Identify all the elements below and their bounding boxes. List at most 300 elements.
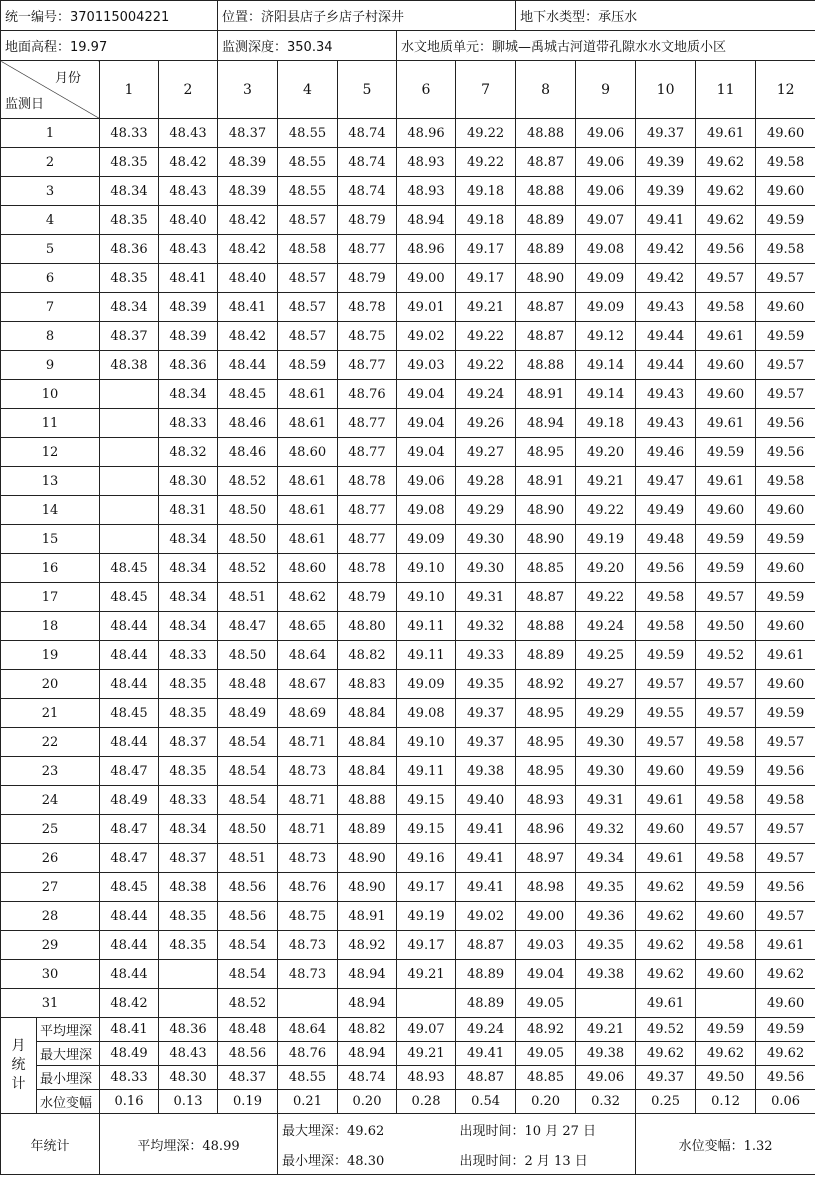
value-cell <box>100 525 159 554</box>
value-cell: 48.57 <box>278 322 338 351</box>
value-cell: 48.47 <box>100 844 159 873</box>
day-cell: 23 <box>1 757 100 786</box>
value-cell: 48.92 <box>516 670 576 699</box>
value-cell: 48.94 <box>338 960 397 989</box>
value-cell: 48.64 <box>278 641 338 670</box>
stat-value: 49.06 <box>576 1066 636 1090</box>
value-cell: 48.52 <box>218 554 278 583</box>
value-cell: 48.94 <box>338 989 397 1018</box>
stat-value: 0.20 <box>338 1090 397 1114</box>
value-cell: 49.55 <box>636 699 696 728</box>
table-row <box>1 206 815 235</box>
value-cell: 48.55 <box>278 177 338 206</box>
value-cell: 48.60 <box>278 554 338 583</box>
stat-value: 48.87 <box>456 1066 516 1090</box>
value-cell: 48.45 <box>100 554 159 583</box>
stat-value: 48.92 <box>516 1018 576 1042</box>
value-cell: 49.58 <box>756 467 815 496</box>
day-cell: 11 <box>1 409 100 438</box>
value-cell: 49.31 <box>456 583 516 612</box>
value-cell: 48.93 <box>516 786 576 815</box>
value-cell: 49.59 <box>696 525 756 554</box>
value-cell <box>159 960 218 989</box>
value-cell: 49.08 <box>576 235 636 264</box>
value-cell: 49.25 <box>576 641 636 670</box>
table-row <box>1 235 815 264</box>
monthly-stat-row <box>1 1018 815 1042</box>
value-cell: 48.95 <box>516 757 576 786</box>
day-cell: 15 <box>1 525 100 554</box>
value-cell: 49.56 <box>756 438 815 467</box>
value-cell: 49.60 <box>696 496 756 525</box>
value-cell: 49.15 <box>397 786 456 815</box>
value-cell: 49.22 <box>456 322 516 351</box>
table-row <box>1 873 815 902</box>
value-cell: 48.71 <box>278 815 338 844</box>
value-cell: 48.46 <box>218 438 278 467</box>
value-cell: 48.93 <box>397 177 456 206</box>
value-cell: 49.35 <box>576 873 636 902</box>
value-cell: 48.89 <box>516 235 576 264</box>
table-row <box>1 583 815 612</box>
value-cell: 49.27 <box>456 438 516 467</box>
value-cell: 48.79 <box>338 264 397 293</box>
stat-value: 48.37 <box>218 1066 278 1090</box>
value-cell: 48.39 <box>218 148 278 177</box>
value-cell: 49.38 <box>456 757 516 786</box>
table-row <box>1 525 815 554</box>
value-cell: 48.58 <box>278 235 338 264</box>
value-cell: 49.26 <box>456 409 516 438</box>
value-cell: 48.44 <box>100 670 159 699</box>
corner-cell <box>1 61 100 119</box>
stat-value: 49.05 <box>516 1042 576 1066</box>
stat-value: 49.24 <box>456 1018 516 1042</box>
value-cell: 48.47 <box>100 815 159 844</box>
stat-name: 水位变幅 <box>37 1090 100 1114</box>
value-cell: 48.73 <box>278 931 338 960</box>
value-cell: 49.19 <box>397 902 456 931</box>
value-cell: 49.24 <box>576 612 636 641</box>
value-cell: 49.60 <box>696 351 756 380</box>
stat-value: 0.54 <box>456 1090 516 1114</box>
value-cell: 49.30 <box>456 554 516 583</box>
value-cell: 49.61 <box>636 844 696 873</box>
value-cell: 49.57 <box>696 699 756 728</box>
value-cell: 49.56 <box>696 235 756 264</box>
value-cell: 48.42 <box>218 206 278 235</box>
stat-value: 49.21 <box>397 1042 456 1066</box>
table-row <box>1 177 815 206</box>
value-cell: 48.34 <box>100 293 159 322</box>
value-cell: 48.87 <box>516 583 576 612</box>
table-row <box>1 989 815 1018</box>
stat-value: 48.56 <box>218 1042 278 1066</box>
month-header: 9 <box>576 61 636 119</box>
value-cell: 49.49 <box>636 496 696 525</box>
value-cell: 49.32 <box>576 815 636 844</box>
corner-day-label: 监测日 <box>5 97 45 112</box>
table-row <box>1 119 815 148</box>
value-cell: 49.60 <box>696 380 756 409</box>
day-cell: 8 <box>1 322 100 351</box>
value-cell: 48.36 <box>159 351 218 380</box>
value-cell: 48.85 <box>516 554 576 583</box>
value-cell: 49.03 <box>397 351 456 380</box>
stat-value: 48.93 <box>397 1066 456 1090</box>
value-cell: 49.21 <box>456 293 516 322</box>
value-cell: 49.57 <box>756 844 815 873</box>
value-cell: 49.43 <box>636 380 696 409</box>
value-cell: 48.73 <box>278 757 338 786</box>
value-cell: 49.30 <box>576 757 636 786</box>
table-row <box>1 438 815 467</box>
value-cell: 49.09 <box>397 525 456 554</box>
value-cell: 48.61 <box>278 525 338 554</box>
value-cell: 48.54 <box>218 757 278 786</box>
value-cell: 48.49 <box>100 786 159 815</box>
value-cell: 48.96 <box>397 235 456 264</box>
value-cell: 48.54 <box>218 960 278 989</box>
table-row <box>1 467 815 496</box>
value-cell: 49.58 <box>696 931 756 960</box>
value-cell: 48.94 <box>516 409 576 438</box>
value-cell: 49.60 <box>636 815 696 844</box>
day-cell: 21 <box>1 699 100 728</box>
yearly-row-1 <box>1 1114 815 1145</box>
value-cell: 49.44 <box>636 322 696 351</box>
value-cell: 48.37 <box>159 728 218 757</box>
stat-value: 49.56 <box>756 1066 815 1090</box>
value-cell: 48.30 <box>159 467 218 496</box>
value-cell: 49.02 <box>397 322 456 351</box>
value-cell: 48.39 <box>159 293 218 322</box>
value-cell: 48.44 <box>100 902 159 931</box>
stat-value: 48.94 <box>338 1042 397 1066</box>
day-cell: 27 <box>1 873 100 902</box>
value-cell: 49.01 <box>397 293 456 322</box>
value-cell: 48.88 <box>516 612 576 641</box>
value-cell: 49.02 <box>456 902 516 931</box>
value-cell <box>159 989 218 1018</box>
monthly-stat-label-char: 月 <box>11 1038 26 1054</box>
value-cell: 48.35 <box>159 699 218 728</box>
value-cell: 48.93 <box>397 148 456 177</box>
stat-value: 48.55 <box>278 1066 338 1090</box>
value-cell: 48.61 <box>278 380 338 409</box>
value-cell: 49.60 <box>756 554 815 583</box>
yearly-max-time: 出现时间：10 月 27 日 <box>456 1114 636 1145</box>
day-cell: 31 <box>1 989 100 1018</box>
value-cell: 48.40 <box>218 264 278 293</box>
value-cell: 48.77 <box>338 409 397 438</box>
value-cell: 48.84 <box>338 699 397 728</box>
station-location: 位置：济阳县店子乡店子村深井 <box>218 1 516 31</box>
value-cell: 49.22 <box>576 583 636 612</box>
stat-value: 0.25 <box>636 1090 696 1114</box>
value-cell: 48.74 <box>338 148 397 177</box>
stat-value: 48.33 <box>100 1066 159 1090</box>
value-cell: 48.84 <box>338 757 397 786</box>
stat-value: 0.12 <box>696 1090 756 1114</box>
value-cell: 48.87 <box>516 148 576 177</box>
value-cell: 48.75 <box>338 322 397 351</box>
value-cell: 48.95 <box>516 438 576 467</box>
stat-value: 49.38 <box>576 1042 636 1066</box>
month-header: 7 <box>456 61 516 119</box>
value-cell: 48.42 <box>218 322 278 351</box>
value-cell: 49.60 <box>696 902 756 931</box>
value-cell: 48.78 <box>338 467 397 496</box>
table-row <box>1 844 815 873</box>
stat-value: 49.50 <box>696 1066 756 1090</box>
value-cell: 49.22 <box>456 119 516 148</box>
value-cell: 49.58 <box>756 786 815 815</box>
table-row <box>1 496 815 525</box>
value-cell: 49.08 <box>397 496 456 525</box>
day-cell: 2 <box>1 148 100 177</box>
value-cell: 49.10 <box>397 583 456 612</box>
value-cell: 48.90 <box>516 264 576 293</box>
value-cell: 48.52 <box>218 989 278 1018</box>
value-cell: 48.55 <box>278 148 338 177</box>
value-cell: 49.09 <box>576 264 636 293</box>
value-cell: 49.60 <box>756 612 815 641</box>
value-cell: 49.06 <box>576 177 636 206</box>
value-cell: 48.34 <box>100 177 159 206</box>
stat-value: 0.16 <box>100 1090 159 1114</box>
month-header: 6 <box>397 61 456 119</box>
value-cell: 49.11 <box>397 641 456 670</box>
day-cell: 28 <box>1 902 100 931</box>
value-cell: 49.57 <box>756 351 815 380</box>
value-cell: 49.60 <box>636 757 696 786</box>
value-cell: 49.57 <box>696 264 756 293</box>
day-cell: 6 <box>1 264 100 293</box>
value-cell: 49.43 <box>636 293 696 322</box>
stat-value: 48.43 <box>159 1042 218 1066</box>
value-cell <box>100 380 159 409</box>
table-row <box>1 699 815 728</box>
value-cell: 48.92 <box>338 931 397 960</box>
value-cell: 49.19 <box>576 525 636 554</box>
value-cell: 49.27 <box>576 670 636 699</box>
value-cell: 48.87 <box>516 293 576 322</box>
value-cell: 48.34 <box>159 612 218 641</box>
value-cell: 49.57 <box>696 670 756 699</box>
stat-name: 最小埋深 <box>37 1066 100 1090</box>
value-cell: 48.59 <box>278 351 338 380</box>
table-row <box>1 815 815 844</box>
value-cell: 48.71 <box>278 728 338 757</box>
stat-value: 49.62 <box>756 1042 815 1066</box>
value-cell: 48.61 <box>278 496 338 525</box>
stat-name: 最大埋深 <box>37 1042 100 1066</box>
day-cell: 25 <box>1 815 100 844</box>
value-cell: 48.88 <box>516 177 576 206</box>
value-cell: 49.50 <box>696 612 756 641</box>
monthly-stat-row <box>1 1042 815 1066</box>
value-cell: 49.10 <box>397 554 456 583</box>
value-cell: 48.88 <box>516 119 576 148</box>
value-cell: 49.22 <box>456 351 516 380</box>
value-cell: 48.82 <box>338 641 397 670</box>
table-row <box>1 554 815 583</box>
value-cell: 49.57 <box>696 815 756 844</box>
day-cell: 9 <box>1 351 100 380</box>
value-cell: 48.88 <box>338 786 397 815</box>
day-cell: 14 <box>1 496 100 525</box>
value-cell: 49.38 <box>576 960 636 989</box>
stat-value: 49.41 <box>456 1042 516 1066</box>
value-cell: 48.44 <box>100 612 159 641</box>
value-cell: 48.44 <box>100 931 159 960</box>
stat-value: 48.76 <box>278 1042 338 1066</box>
value-cell: 48.47 <box>218 612 278 641</box>
value-cell: 49.61 <box>696 119 756 148</box>
yearly-avg: 平均埋深：48.99 <box>100 1114 278 1175</box>
table-row <box>1 293 815 322</box>
value-cell: 48.60 <box>278 438 338 467</box>
value-cell: 49.60 <box>756 293 815 322</box>
stat-value: 49.59 <box>696 1018 756 1042</box>
value-cell: 48.33 <box>159 786 218 815</box>
value-cell: 49.59 <box>636 641 696 670</box>
stat-value: 0.06 <box>756 1090 815 1114</box>
table-row <box>1 641 815 670</box>
value-cell: 48.34 <box>159 525 218 554</box>
stat-value: 48.49 <box>100 1042 159 1066</box>
value-cell: 48.52 <box>218 467 278 496</box>
value-cell: 49.35 <box>576 931 636 960</box>
table-row <box>1 612 815 641</box>
value-cell: 49.29 <box>456 496 516 525</box>
value-cell: 49.29 <box>576 699 636 728</box>
value-cell: 49.57 <box>636 670 696 699</box>
value-cell: 48.51 <box>218 844 278 873</box>
value-cell: 49.30 <box>456 525 516 554</box>
value-cell: 49.57 <box>756 815 815 844</box>
value-cell: 48.76 <box>278 873 338 902</box>
value-cell: 49.59 <box>756 525 815 554</box>
stat-value: 49.52 <box>636 1018 696 1042</box>
value-cell: 49.28 <box>456 467 516 496</box>
value-cell: 49.61 <box>636 989 696 1018</box>
value-cell: 48.74 <box>338 119 397 148</box>
value-cell <box>100 496 159 525</box>
value-cell: 48.42 <box>100 989 159 1018</box>
value-cell: 49.60 <box>756 119 815 148</box>
value-cell: 49.24 <box>456 380 516 409</box>
table-row <box>1 786 815 815</box>
value-cell: 49.40 <box>456 786 516 815</box>
value-cell: 48.62 <box>278 583 338 612</box>
value-cell: 49.59 <box>696 554 756 583</box>
value-cell: 49.56 <box>756 873 815 902</box>
monthly-stat-row <box>1 1066 815 1090</box>
value-cell: 49.56 <box>636 554 696 583</box>
value-cell: 48.79 <box>338 206 397 235</box>
value-cell: 48.67 <box>278 670 338 699</box>
value-cell: 48.50 <box>218 525 278 554</box>
value-cell <box>397 989 456 1018</box>
value-cell: 49.59 <box>696 757 756 786</box>
value-cell: 49.56 <box>756 757 815 786</box>
value-cell: 49.14 <box>576 380 636 409</box>
value-cell: 49.57 <box>756 728 815 757</box>
value-cell: 49.44 <box>636 351 696 380</box>
value-cell: 49.10 <box>397 728 456 757</box>
value-cell: 49.11 <box>397 757 456 786</box>
value-cell: 49.56 <box>756 409 815 438</box>
value-cell: 49.59 <box>756 206 815 235</box>
value-cell: 48.47 <box>100 757 159 786</box>
ground-elevation: 地面高程：19.97 <box>1 31 218 61</box>
value-cell: 48.56 <box>218 873 278 902</box>
value-cell: 49.20 <box>576 438 636 467</box>
value-cell: 49.09 <box>576 293 636 322</box>
stat-value: 48.64 <box>278 1018 338 1042</box>
value-cell: 48.35 <box>159 931 218 960</box>
value-cell: 48.91 <box>516 467 576 496</box>
value-cell: 49.15 <box>397 815 456 844</box>
value-cell <box>100 438 159 467</box>
value-cell: 48.98 <box>516 873 576 902</box>
table-row <box>1 380 815 409</box>
value-cell: 49.32 <box>456 612 516 641</box>
value-cell: 48.35 <box>100 206 159 235</box>
value-cell: 49.00 <box>397 264 456 293</box>
monthly-stat-label <box>1 1018 37 1114</box>
value-cell: 48.74 <box>338 177 397 206</box>
value-cell: 49.42 <box>636 264 696 293</box>
value-cell: 49.61 <box>756 641 815 670</box>
value-cell: 48.91 <box>338 902 397 931</box>
value-cell: 48.37 <box>218 119 278 148</box>
value-cell: 49.22 <box>576 496 636 525</box>
value-cell: 48.33 <box>159 409 218 438</box>
value-cell: 48.33 <box>100 119 159 148</box>
value-cell: 48.80 <box>338 612 397 641</box>
month-header: 4 <box>278 61 338 119</box>
value-cell: 49.57 <box>636 728 696 757</box>
value-cell: 48.43 <box>159 119 218 148</box>
table-row <box>1 264 815 293</box>
value-cell: 48.35 <box>100 264 159 293</box>
yearly-label: 年统计 <box>1 1114 100 1175</box>
value-cell: 48.34 <box>159 380 218 409</box>
value-cell: 48.57 <box>278 264 338 293</box>
value-cell: 48.42 <box>218 235 278 264</box>
value-cell: 48.96 <box>516 815 576 844</box>
value-cell: 49.62 <box>696 148 756 177</box>
day-cell: 4 <box>1 206 100 235</box>
value-cell <box>278 989 338 1018</box>
value-cell: 48.88 <box>516 351 576 380</box>
value-cell: 49.18 <box>456 177 516 206</box>
value-cell: 49.58 <box>696 728 756 757</box>
value-cell: 49.58 <box>696 844 756 873</box>
value-cell: 49.07 <box>576 206 636 235</box>
value-cell: 49.42 <box>636 235 696 264</box>
month-header: 5 <box>338 61 397 119</box>
groundwater-type: 地下水类型：承压水 <box>516 1 815 31</box>
value-cell: 49.61 <box>696 467 756 496</box>
value-cell: 48.50 <box>218 815 278 844</box>
value-cell: 49.59 <box>756 583 815 612</box>
value-cell: 48.50 <box>218 496 278 525</box>
value-cell: 48.35 <box>159 757 218 786</box>
